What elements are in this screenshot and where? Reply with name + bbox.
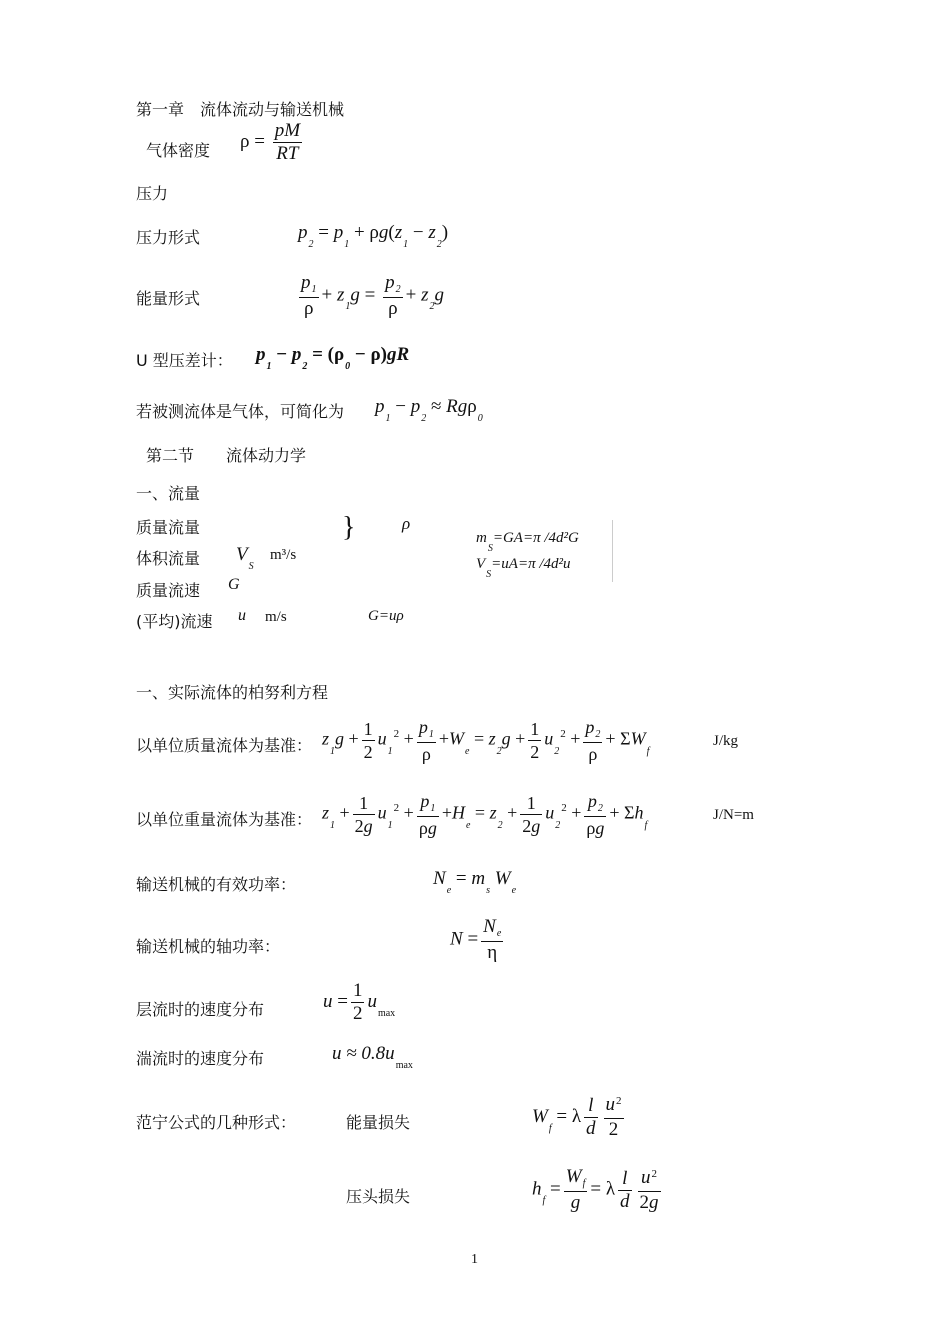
mass-velocity-symbol: G bbox=[228, 576, 240, 593]
avg-velocity-symbol: u bbox=[238, 607, 246, 624]
divider-line bbox=[612, 520, 613, 582]
bernoulli-mass-label: 以单位质量流体为基准： bbox=[136, 736, 313, 755]
bernoulli-weight-formula: $z_1$ + $\frac{1}{2g}$ $u_1^2$ + $\frac{p_1}{\rho g}$ $+H_e = z_2$ + $\frac{1}{2g}$ $u_2^2$ + $\frac{p_2}{\rho g}$ + $\Sigma h_f$ bbox=[322, 791, 648, 838]
vs-equation: $V_S=uA=\pi$ /4d²u bbox=[476, 556, 571, 580]
turbulent-formula: $u \approx 0.8u_{max}$ bbox=[332, 1043, 413, 1071]
vol-flow-label: 体积流量 bbox=[136, 549, 201, 568]
fanning-label: 范宁公式的几种形式： bbox=[136, 1113, 297, 1132]
head-loss-label: 压头损失 bbox=[346, 1187, 411, 1206]
vol-flow-symbol: $V_S$ bbox=[236, 544, 254, 572]
effective-power-label: 输送机械的有效功率： bbox=[136, 875, 297, 894]
u-tube-formula: $p_1 - p_2 = (\rho_0 - \rho)gR$ bbox=[256, 344, 410, 372]
gas-simplify-formula: $p_1 - p_2 \approx Rg\rho_0$ bbox=[375, 396, 483, 424]
pressure-form-formula: $p_2 = p_1 + \rho g(z_1 - z_2)$ bbox=[298, 222, 449, 250]
energy-loss-formula: $W_f = \lambda$ $\frac{l}{d}$ $\frac{u^2}{2}$ bbox=[532, 1094, 622, 1140]
pressure-heading: 压力 bbox=[136, 184, 169, 203]
pressure-form-label: 压力形式 bbox=[136, 228, 201, 247]
shaft-power-label: 输送机械的轴功率： bbox=[136, 937, 281, 956]
gas-simplify-label: 若被测流体是气体，可简化为 bbox=[136, 402, 345, 421]
energy-form-label: 能量形式 bbox=[136, 289, 201, 308]
gas-density-label: 气体密度 bbox=[146, 141, 211, 160]
section-2-title: 第二节 流体动力学 bbox=[146, 446, 307, 465]
effective-power-formula: $N_e = m_s$ $W_e$ bbox=[433, 868, 517, 896]
flow-heading: 一、流量 bbox=[136, 484, 201, 503]
turbulent-label: 湍流时的速度分布 bbox=[136, 1049, 265, 1068]
ms-equation: $m_S=GA=\pi$ /4d²G bbox=[476, 530, 579, 554]
avg-velocity-unit: m/s bbox=[265, 609, 287, 625]
head-loss-formula: $h_f$ = $\frac{W_f}{g}$ = λ $\frac{l}{d}$ $\frac{u^2}{2g}$ bbox=[532, 1166, 659, 1213]
g-equation: G=uρ bbox=[368, 608, 404, 624]
bernoulli-weight-label: 以单位重量流体为基准： bbox=[136, 810, 313, 829]
vol-flow-unit: m³/s bbox=[270, 547, 297, 563]
brace: } bbox=[342, 512, 356, 543]
mass-flow-label: 质量流量 bbox=[136, 518, 201, 537]
laminar-label: 层流时的速度分布 bbox=[136, 1000, 265, 1019]
bernoulli-weight-unit: J/N=m bbox=[713, 807, 754, 823]
energy-form-formula: $\frac{p_1}{\rho}$ + $z_1g$ = $\frac{p_2}{\rho}$ + $z_2g$ bbox=[301, 272, 444, 319]
shaft-power-formula: N = $\frac{N_e}{\eta}$ bbox=[450, 916, 502, 963]
bernoulli-mass-formula: $z_1g$ + $\frac{1}{2}$ $u_1^2$ + $\frac{p_1}{\rho}$ $+W_e = z_2g$ + $\frac{1}{2}$ $u_2^2$ + $\frac{p_2}{\rho}$ + $\Sigma W_f$ bbox=[322, 717, 650, 764]
page-number: 1 bbox=[471, 1252, 478, 1267]
rho-symbol: ρ bbox=[402, 514, 411, 533]
mass-velocity-label: 质量流速 bbox=[136, 581, 201, 600]
energy-loss-label: 能量损失 bbox=[346, 1113, 411, 1132]
laminar-formula: u = $\frac{1}{2}$ $u_{max}$ bbox=[323, 980, 396, 1024]
u-tube-label: U 型压差计： bbox=[136, 351, 233, 370]
gas-density-formula: ρ = $\frac{pM}{RT}$ bbox=[240, 120, 301, 164]
chapter-title: 第一章 流体流动与输送机械 bbox=[136, 100, 345, 119]
bernoulli-heading: 一、实际流体的柏努利方程 bbox=[136, 683, 329, 702]
bernoulli-mass-unit: J/kg bbox=[713, 733, 739, 749]
avg-velocity-label: (平均)流速 bbox=[136, 612, 213, 631]
